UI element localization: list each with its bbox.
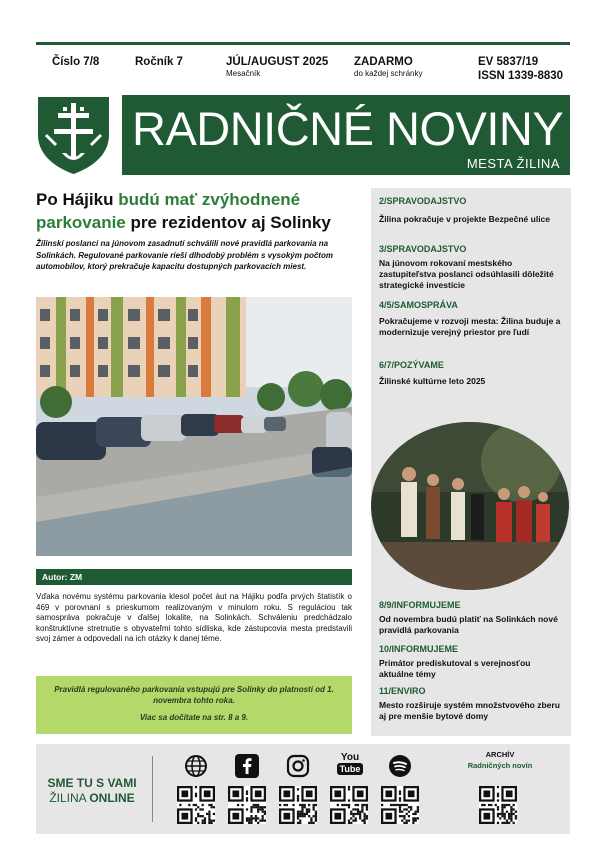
parking-photo bbox=[36, 297, 352, 556]
section-title[interactable]: Od novembra budú platiť na Solinkách nové pravidlá parkovania bbox=[379, 614, 558, 635]
section-label: 8/9/INFORMUJEME bbox=[379, 600, 461, 610]
section-title[interactable]: Žilina pokračuje v projekte Bezpečné ulice bbox=[379, 214, 551, 224]
globe-icon[interactable] bbox=[184, 754, 208, 778]
issue-date: JÚL/AUGUST 2025 Mesačník bbox=[226, 56, 329, 78]
article-lead: Žilinskí poslanci na júnovom zasadnutí schválili nové pravidlá parkovania na Solinkách. Regulované parkovanie rieši dlhodobý problém s vysokým počtom automobilov, ktorý prekračuje kapacitu dostupných parkovacích miest. bbox=[36, 239, 333, 271]
qr-code-archive[interactable] bbox=[479, 786, 517, 824]
promo-text: Pravidlá regulovaného parkovania vstupujú pre Solinky do platnosti od 1. novembra tohto roka. bbox=[54, 685, 334, 705]
online-footer bbox=[36, 744, 570, 834]
youtube-icon[interactable]: You Tube bbox=[337, 752, 363, 780]
footer-divider bbox=[152, 756, 153, 822]
archive-label: ARCHÍV Radničných novín bbox=[467, 750, 533, 770]
spotify-icon[interactable] bbox=[388, 754, 412, 778]
section-title[interactable]: Primátor prediskutoval s verejnosťou aktuálne témy bbox=[379, 658, 531, 679]
qr-code-facebook[interactable] bbox=[228, 786, 266, 824]
folk-ensemble-photo bbox=[371, 422, 569, 590]
registration-info: EV 5837/19 ISSN 1339-8830 bbox=[478, 56, 564, 82]
section-title[interactable]: Pokračujeme v rozvoji mesta: Žilina buduje a modernizuje verejný priestor pre ľudí bbox=[379, 316, 561, 337]
section-label: 10/INFORMUJEME bbox=[379, 644, 459, 654]
section-label: 11/ENVIRO bbox=[379, 686, 426, 696]
section-title[interactable]: Žilinské kultúrne leto 2025 bbox=[379, 376, 486, 386]
volume-number: Ročník 7 bbox=[135, 56, 183, 68]
article-promo-box bbox=[36, 676, 352, 734]
section-label: 6/7/POZÝVAME bbox=[379, 360, 444, 370]
facebook-icon[interactable] bbox=[235, 754, 259, 778]
article-body: Vďaka novému systému parkovania klesol počet áut na Hájiku podľa prvých štatistík o 469 v porovnaní s prieskumom realizovaným v minulom roku. S reguláciou tak samospráva pokračuje v ďalšej lokalite, na Solinkách. Schváleniu predchádzalo konštruktívne stretnutie s obyvateľmi tohto sídliska, kde zástupcovia mesta predstavili svoj zámer a odpovedali na ich otázky k danej téme. bbox=[36, 592, 352, 643]
top-rule bbox=[36, 42, 570, 45]
price-info: ZADARMO do každej schránky bbox=[354, 56, 423, 78]
section-title[interactable]: Na júnovom rokovaní mestského zastupiteľstva poslanci odsúhlasili dôležité strategické investície bbox=[379, 258, 554, 290]
section-label: 3/SPRAVODAJSTVO bbox=[379, 244, 467, 254]
masthead-subtitle: MESTA ŽILINA bbox=[466, 156, 560, 171]
qr-code-instagram[interactable] bbox=[279, 786, 317, 824]
city-coat-of-arms bbox=[36, 95, 111, 175]
qr-code-youtube[interactable] bbox=[330, 786, 368, 824]
contents-sidebar bbox=[371, 188, 571, 736]
instagram-icon[interactable] bbox=[286, 754, 310, 778]
qr-code-web[interactable] bbox=[177, 786, 215, 824]
promo-pages: Viac sa dočítate na str. 8 a 9. bbox=[139, 713, 249, 722]
section-label: 4/5/SAMOSPRÁVA bbox=[379, 300, 458, 310]
masthead-title: RADNIČNÉ NOVINY bbox=[132, 102, 564, 155]
article-headline: Po Hájiku budú mať zvýhodnené parkovanie pre rezidentov aj Solinky bbox=[36, 190, 331, 232]
section-label: 2/SPRAVODAJSTVO bbox=[379, 196, 467, 206]
qr-code-spotify[interactable] bbox=[381, 786, 419, 824]
online-heading: SME TU S VAMI ŽILINA ONLINE bbox=[47, 776, 137, 805]
section-title[interactable]: Mesto rozširuje systém množstvového zberu aj pre menšie bytové domy bbox=[379, 700, 560, 721]
issue-number: Číslo 7/8 bbox=[52, 56, 100, 68]
masthead-banner bbox=[122, 95, 570, 175]
photo-author: Autor: ZM bbox=[36, 569, 352, 585]
